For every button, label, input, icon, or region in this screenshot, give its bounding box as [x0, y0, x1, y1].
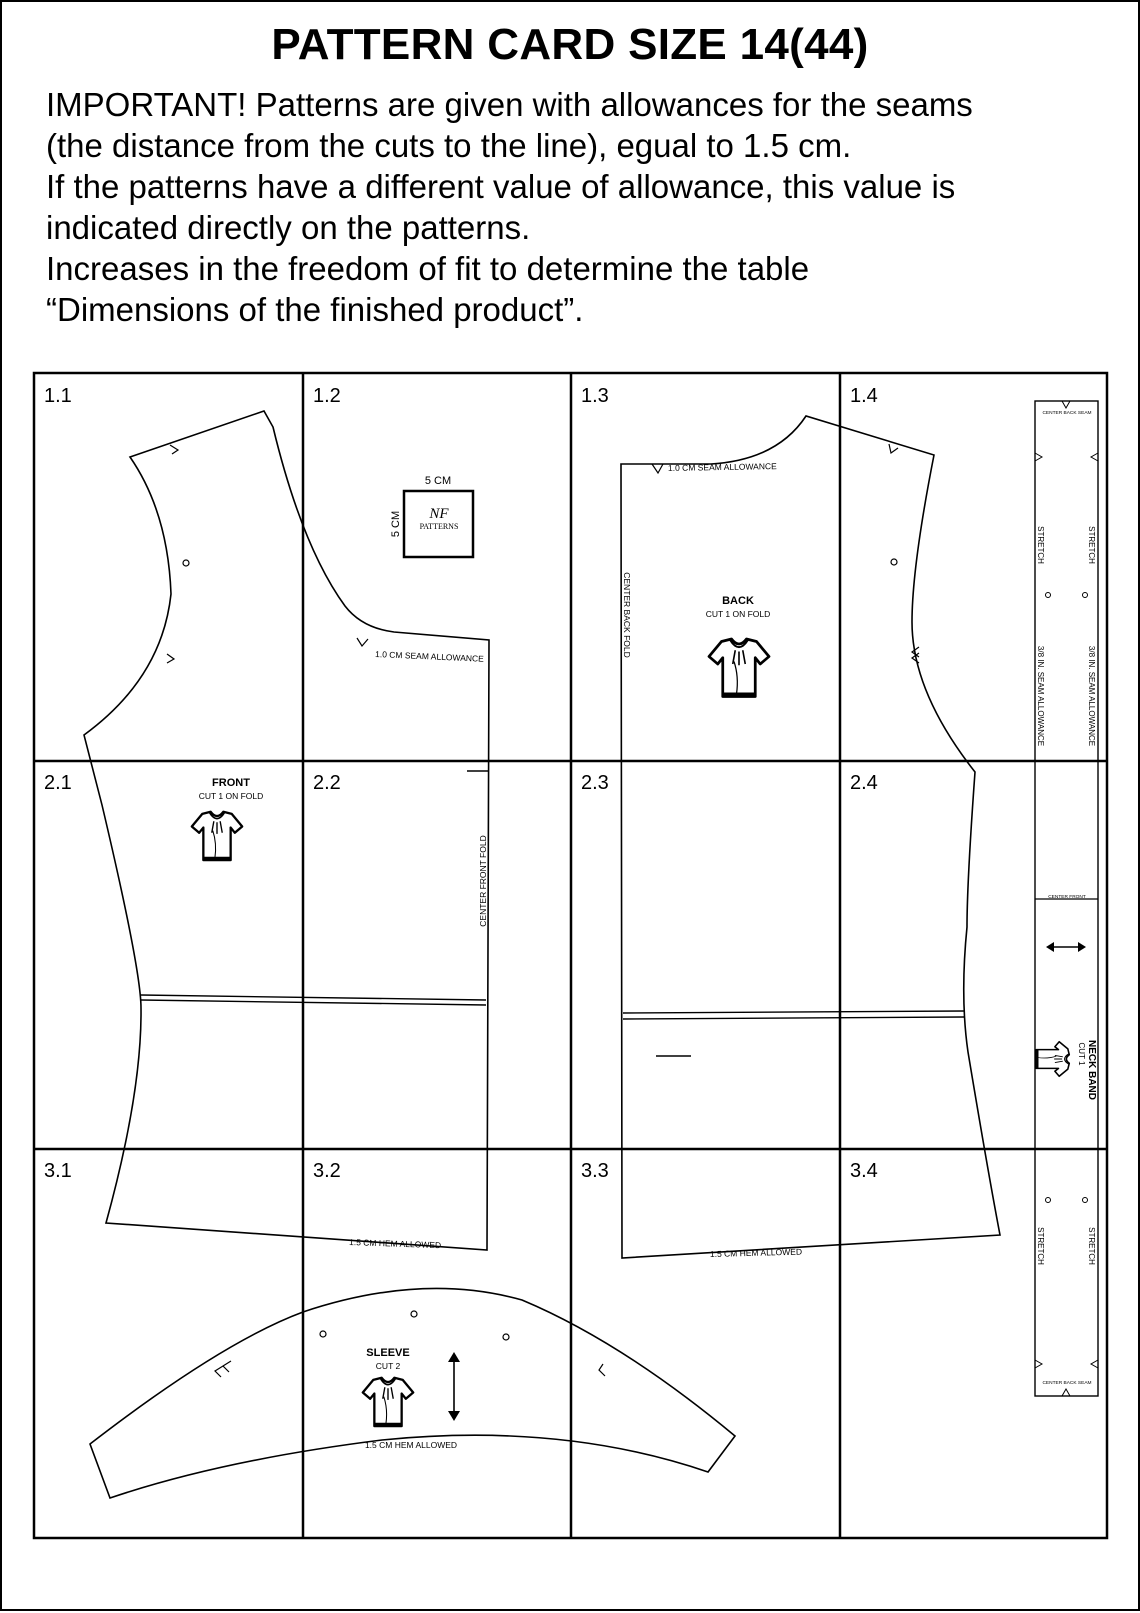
- cell-labels: [44, 385, 878, 1182]
- front-cut-line: [141, 995, 486, 1000]
- neckband-allowance-label: 3/8 IN. SEAM ALLOWANCE: [1036, 645, 1045, 747]
- instruction-line: IMPORTANT! Patterns are given with allowances for the seams: [46, 86, 973, 123]
- instruction-line: If the patterns have a different value of allowance, this value is: [46, 168, 956, 205]
- cell-label: 2.3: [581, 772, 609, 794]
- front-neck-allowance: 1.0 CM SEAM ALLOWANCE: [374, 649, 485, 664]
- notch-mark: [215, 1361, 231, 1377]
- dot-marker: [183, 560, 189, 566]
- back-cut-line: [623, 1017, 964, 1019]
- page-title: PATTERN CARD SIZE 14(44): [271, 20, 869, 69]
- front-cut: CUT 1 ON FOLD: [198, 791, 264, 801]
- notch-mark: [1035, 453, 1042, 461]
- logo-monogram: NF: [429, 506, 449, 522]
- neckband-bottom-label: CENTER BACK SEAM: [1042, 1381, 1092, 1386]
- neckband-shirt-icon: [1036, 1042, 1069, 1077]
- front-piece: [84, 411, 489, 1250]
- cell-label: 1.1: [44, 385, 72, 407]
- back-fold-label: CENTER BACK FOLD: [622, 572, 632, 658]
- grid: [34, 373, 1107, 1538]
- instruction-line: indicated directly on the patterns.: [46, 209, 531, 246]
- notch-mark: [1091, 1360, 1098, 1368]
- neckband-stretch-label: STRETCH: [1087, 1227, 1096, 1265]
- back-cut: CUT 1 ON FOLD: [705, 609, 771, 619]
- dot-marker: [320, 1331, 326, 1337]
- neckband-stretch-label: STRETCH: [1036, 526, 1045, 564]
- neckband-center-label: CENTER FRONT: [1048, 895, 1086, 900]
- notch-mark: [1062, 401, 1070, 408]
- neckband-piece: [1035, 401, 1098, 1396]
- notch-mark: [1035, 1360, 1042, 1368]
- logo-height-label: 5 CM: [390, 510, 402, 538]
- sleeve-hem-label: 1.5 CM HEM ALLOWED: [364, 1440, 458, 1450]
- dot-marker: [891, 559, 897, 565]
- grainline-arrow-icon: [448, 1352, 460, 1421]
- cell-label: 2.4: [850, 772, 878, 794]
- cell-label: 3.4: [850, 1160, 878, 1182]
- cell-label: 1.3: [581, 385, 609, 407]
- back-neck-allowance: 1.0 CM SEAM ALLOWANCE: [667, 461, 777, 473]
- sleeve-shirt-icon: [363, 1378, 413, 1426]
- notch-mark: [167, 654, 174, 663]
- sleeve-piece: [90, 1288, 735, 1498]
- notch-mark: [889, 444, 898, 453]
- front-fold-label: CENTER FRONT FOLD: [478, 835, 488, 927]
- instruction-line: Increases in the freedom of fit to determine the table: [46, 250, 810, 287]
- front-cut-line: [141, 1000, 486, 1005]
- cell-label: 3.1: [44, 1160, 72, 1182]
- neckband-stretch-label: STRETCH: [1087, 526, 1096, 564]
- cell-label: 1.2: [313, 385, 341, 407]
- grainline-arrow-icon: [1046, 942, 1086, 952]
- back-piece: [621, 416, 1000, 1259]
- cell-label: 2.1: [44, 772, 72, 794]
- back-outline: [621, 416, 1000, 1258]
- dot-marker: [1046, 1198, 1051, 1203]
- sleeve-name: SLEEVE: [366, 1347, 410, 1359]
- back-cut-line: [623, 1011, 964, 1013]
- sleeve-cut: CUT 2: [375, 1361, 401, 1371]
- notch-mark: [1062, 1389, 1070, 1396]
- back-name: BACK: [722, 595, 754, 607]
- notch-mark: [652, 464, 663, 473]
- notch-mark: [170, 445, 178, 454]
- instruction-line: (the distance from the cuts to the line), egual to 1.5 cm.: [46, 127, 852, 164]
- pattern-sheet: [2, 2, 1140, 1613]
- cell-label: 3.3: [581, 1160, 609, 1182]
- back-hem-label: 1.5 CM HEM ALLOWED: [709, 1246, 803, 1259]
- neckband-top-label: CENTER BACK SEAM: [1042, 411, 1092, 416]
- neckband-cut: CUT 1: [1077, 1042, 1086, 1066]
- notch-mark: [357, 638, 368, 646]
- dot-marker: [411, 1311, 417, 1317]
- cell-label: 3.2: [313, 1160, 341, 1182]
- instruction-line: “Dimensions of the finished product”.: [46, 291, 584, 328]
- cell-label: 2.2: [313, 772, 341, 794]
- front-outline: [84, 411, 489, 1250]
- cell-label: 1.4: [850, 385, 878, 407]
- neckband-name: NECK BAND: [1086, 1040, 1097, 1100]
- dot-marker: [1083, 1198, 1088, 1203]
- logo-square: [390, 475, 473, 557]
- front-shirt-icon: [192, 812, 242, 860]
- logo-width-label: 5 CM: [424, 475, 452, 487]
- notch-mark: [912, 647, 919, 663]
- front-hem-label: 1.5 CM HEM ALLOWED: [348, 1237, 442, 1251]
- neckband-stretch-label: STRETCH: [1036, 1227, 1045, 1265]
- neckband-allowance-label: 3/8 IN. SEAM ALLOWANCE: [1087, 645, 1096, 747]
- logo-brand: PATTERNS: [419, 522, 459, 531]
- dot-marker: [1083, 593, 1088, 598]
- front-name: FRONT: [212, 777, 250, 789]
- notch-mark: [599, 1364, 605, 1376]
- back-shirt-icon: [709, 639, 769, 697]
- dot-marker: [1046, 593, 1051, 598]
- notch-mark: [1091, 453, 1098, 461]
- dot-marker: [503, 1334, 509, 1340]
